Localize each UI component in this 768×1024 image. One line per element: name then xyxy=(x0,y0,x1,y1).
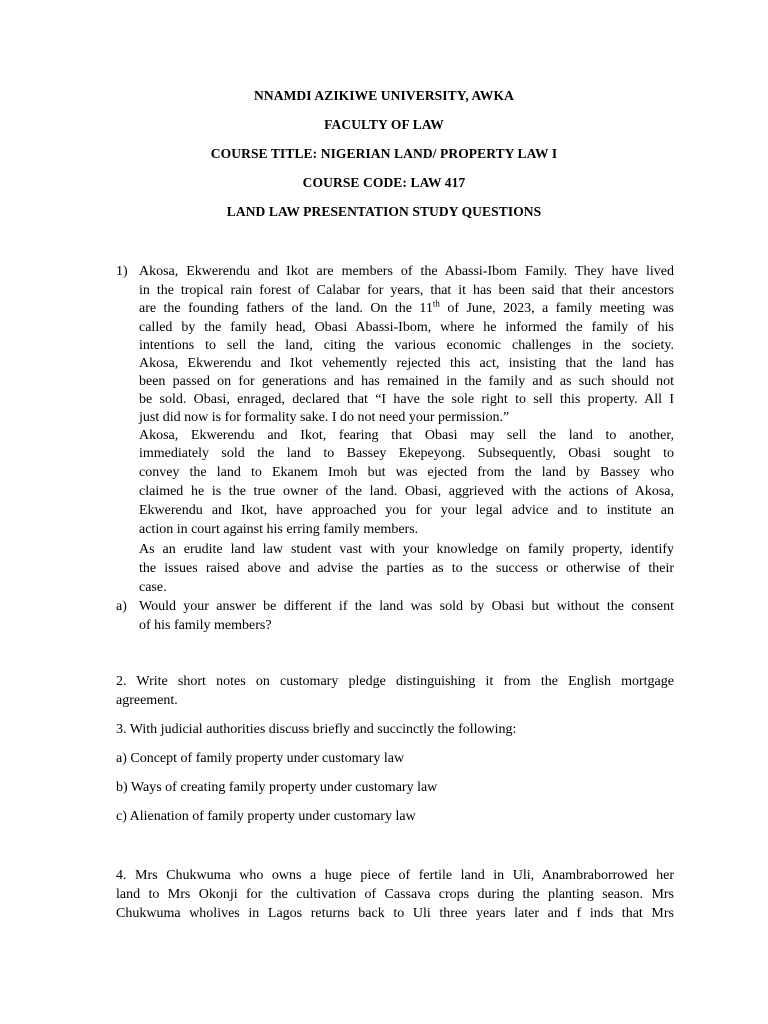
course-title: COURSE TITLE: NIGERIAN LAND/ PROPERTY LAW I xyxy=(210,146,558,161)
q1-line: Akosa, Ekwerendu and Ikot are members of the Abassi-Ibom Family. They have lived xyxy=(139,264,674,279)
q1-line: intentions to sell the land, citing the various economic challenges in the society. xyxy=(139,338,674,353)
q1-line: the issues raised above and advise the parties as to the success or otherwise of their xyxy=(139,561,674,576)
q3-intro: 3. With judicial authorities discuss briefly and succinctly the following: xyxy=(116,722,517,737)
q1-line-end: of June, 2023, a family meeting was xyxy=(439,301,674,316)
q3-item-c: c) Alienation of family property under customary law xyxy=(116,809,416,824)
q1-line: just did now is for formality sake. I do not need your permission.” xyxy=(139,410,510,425)
q1-line: Akosa, Ekwerendu and Ikot, fearing that Obasi may sell the land to another, xyxy=(139,428,674,443)
q1-line-start: are the founding fathers of the land. On the 11 xyxy=(139,301,433,316)
date-superscript: th xyxy=(432,298,440,309)
q1a-line: Would your answer be different if the land was sold by Obasi but without the consent xyxy=(139,599,674,614)
q1-line: case. xyxy=(139,580,167,595)
q2-line: 2. Write short notes on customary pledge distinguishing it from the English mortgage xyxy=(116,674,674,689)
q1-line: called by the family head, Obasi Abassi-Ibom, where he informed the family of his xyxy=(139,320,674,335)
q1-line: immediately sold the land to Bassey Ekepeyong. Subsequently, Obasi sought to xyxy=(139,446,674,461)
q1-line: Akosa, Ekwerendu and Ikot vehemently rejected this act, insisting that the land has xyxy=(139,356,674,371)
q1-line: be sold. Obasi, enraged, declared that “I have the sole right to sell this property. All I xyxy=(139,392,674,407)
q1-line: convey the land to Ekanem Imoh but was ejected from the land by Bassey who xyxy=(139,465,674,480)
q1-line: claimed he is the true owner of the land. Obasi, aggrieved with the actions of Akosa, xyxy=(139,484,674,499)
question-1-number: 1) xyxy=(116,264,128,279)
university-name: NNAMDI AZIKIWE UNIVERSITY, AWKA xyxy=(254,88,514,103)
q2-line: agreement. xyxy=(116,693,178,708)
q3-item-b: b) Ways of creating family property under customary law xyxy=(116,780,438,795)
q1-line: been passed on for generations and has remained in the family and as such should not xyxy=(139,374,674,389)
q1-line: action in court against his erring family members. xyxy=(139,522,419,537)
question-1a-label: a) xyxy=(116,599,127,614)
q1-line: in the tropical rain forest of Calabar for years, that it has been said that their ancestors xyxy=(139,283,674,298)
q1-line: Ekwerendu and Ikot, have approached you for your legal advice and to institute an xyxy=(139,503,674,518)
q4-line: land to Mrs Okonji for the cultivation of Cassava crops during the planting season. Mrs xyxy=(116,887,674,902)
faculty-name: FACULTY OF LAW xyxy=(324,117,444,132)
course-code: COURSE CODE: LAW 417 xyxy=(302,175,466,190)
q3-item-a: a) Concept of family property under customary law xyxy=(116,751,405,766)
q4-line: Chukwuma wholives in Lagos returns back to Uli three years later and f inds that Mrs xyxy=(116,906,674,921)
document-heading: LAND LAW PRESENTATION STUDY QUESTIONS xyxy=(226,204,542,219)
q4-line: 4. Mrs Chukwuma who owns a huge piece of fertile land in Uli, Anambraborrowed her xyxy=(116,868,674,883)
q1-line-with-date xyxy=(139,299,674,318)
q1a-line: of his family members? xyxy=(139,618,272,633)
q1-line: As an erudite land law student vast with your knowledge on family property, identify xyxy=(139,542,674,557)
